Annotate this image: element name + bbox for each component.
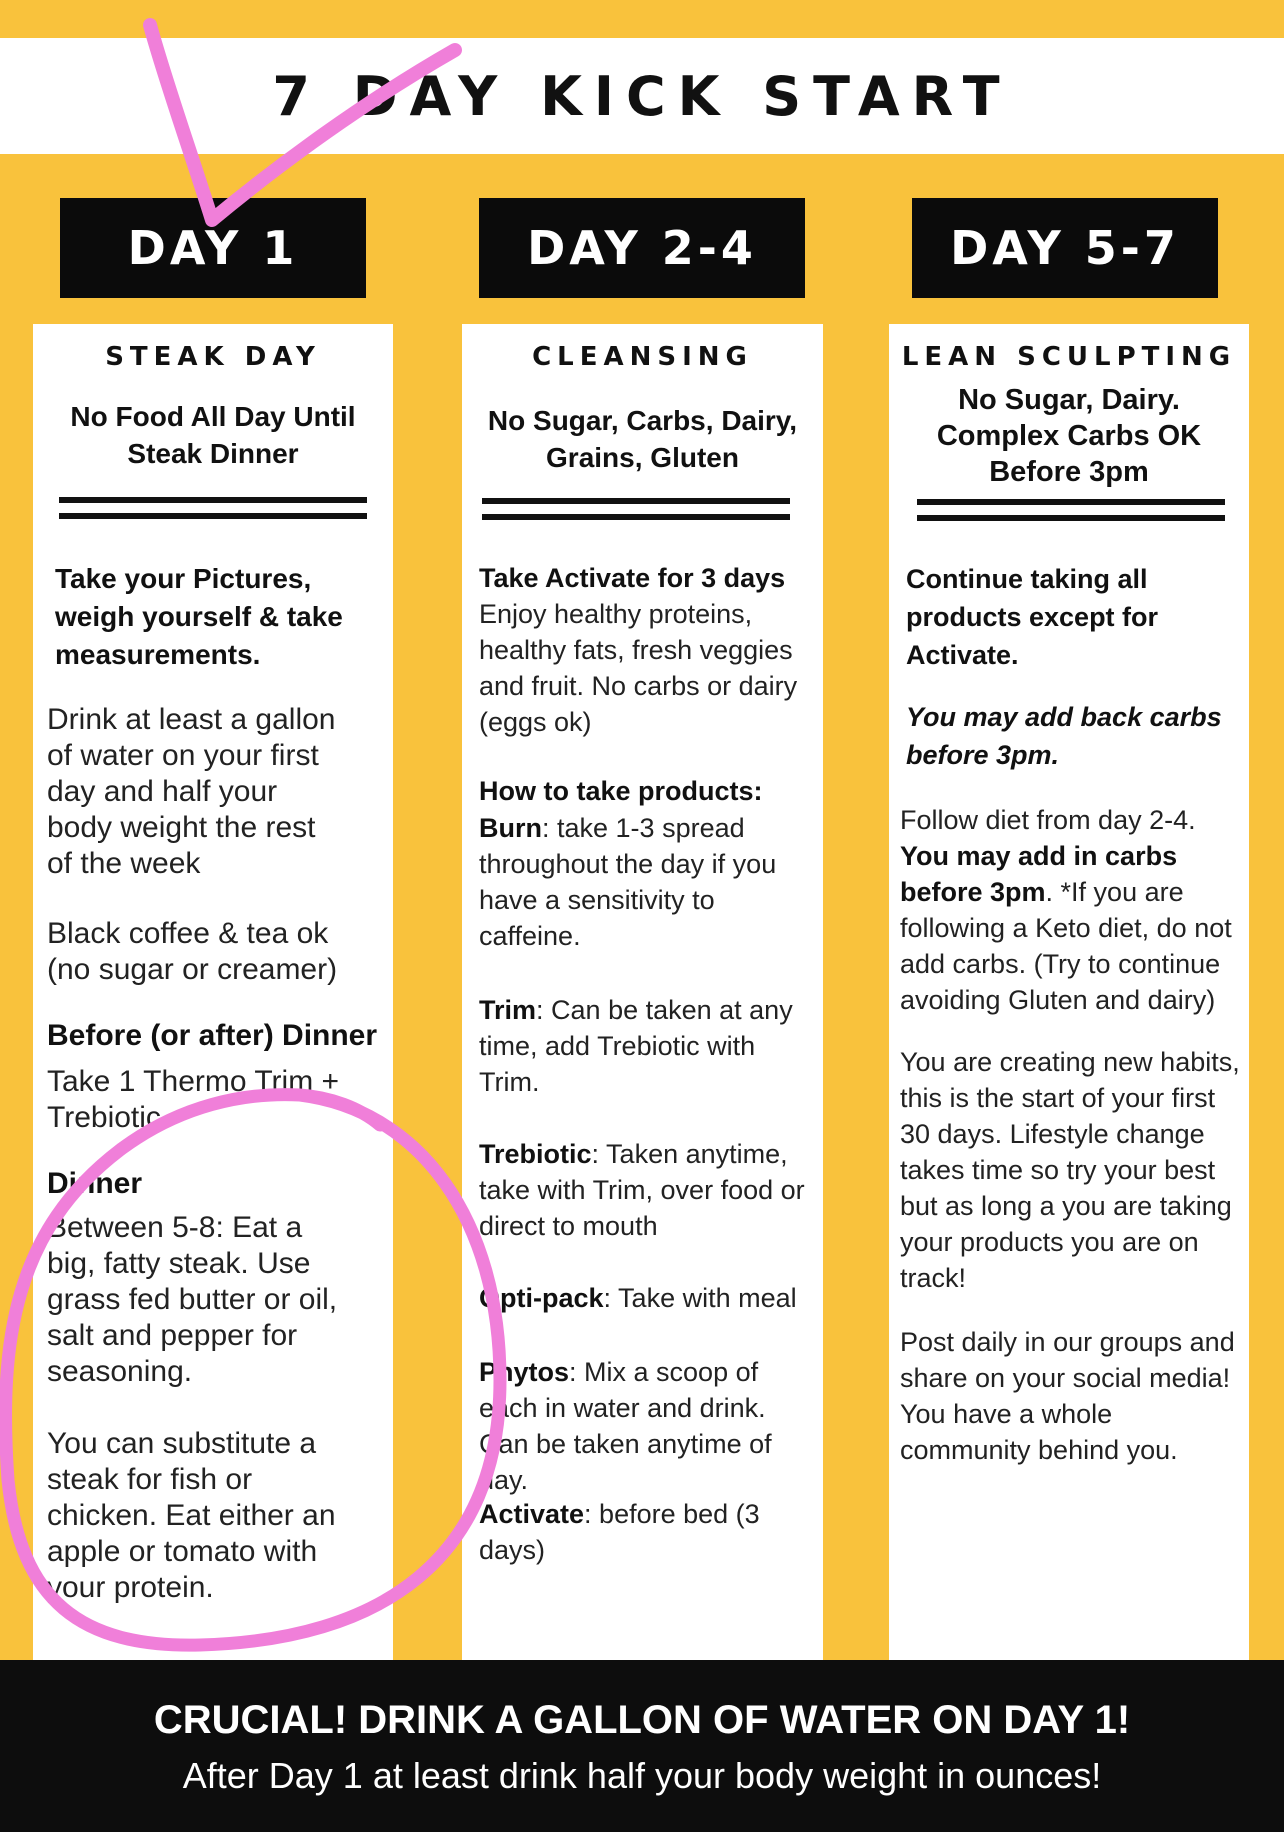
cleansing-activate-block xyxy=(479,560,814,740)
before-dinner-heading: Before (or after) Dinner xyxy=(47,1019,378,1052)
follow-text-a: Follow diet from day 2-4. xyxy=(900,805,1196,835)
substitute-text: You can substitute a steak for fish or chicken. Eat either an apple or tomato with your protein. xyxy=(47,1427,336,1604)
day-1-subheading xyxy=(33,398,393,472)
before-dinner-text: Take 1 Thermo Trim + Trebiotic xyxy=(47,1065,340,1134)
trebiotic-name: Trebiotic xyxy=(479,1139,592,1169)
activate-bed-item xyxy=(479,1496,814,1568)
day-5-7-subheading xyxy=(889,382,1249,490)
divider-rule xyxy=(59,513,367,519)
burn-name: Burn xyxy=(479,813,542,843)
follow-diet-text xyxy=(900,802,1240,1018)
day-5-7-label: DAY 5-7 xyxy=(912,198,1218,298)
how-to-block xyxy=(479,772,814,954)
day-1-sub-line1: No Food All Day Until xyxy=(70,401,356,432)
phytos-name: Phytos xyxy=(479,1357,570,1387)
optipack-text: : Take with meal xyxy=(603,1283,797,1313)
trim-item xyxy=(479,992,814,1100)
day-2-4-sub-line1: No Sugar, Carbs, Dairy, xyxy=(487,405,798,436)
dinner-text: Between 5-8: Eat a big, fatty steak. Use grass fed butter or oil, salt and pepper for seasoning. xyxy=(47,1211,338,1388)
post-text: Post daily in our groups and share on your social media! You have a whole community behind you. xyxy=(900,1327,1235,1465)
divider-rule xyxy=(482,514,790,520)
divider-rule xyxy=(917,515,1225,521)
trebiotic-item xyxy=(479,1136,814,1244)
day-1-heading: STEAK DAY xyxy=(105,342,321,372)
carbs-italic: You may add back carbs before 3pm. xyxy=(906,702,1222,770)
day-2-4-sub-line2: Grains, Gluten xyxy=(546,442,739,473)
day-5-7-column xyxy=(889,324,1249,1660)
activate-bed-text: : before bed (3 days) xyxy=(479,1499,760,1565)
habits-text: You are creating new habits, this is the start of your first 30 days. Lifestyle change takes time so try your best but as long a you are taking your products you are on track! xyxy=(900,1047,1240,1293)
trim-text: : Can be taken at any time, add Trebiotic with Trim. xyxy=(479,995,793,1097)
footer-line2: After Day 1 at least drink half your body weight in ounces! xyxy=(182,1755,1102,1796)
day-2-4-heading: CLEANSING xyxy=(532,342,753,372)
page-title: 7 DAY KICK START xyxy=(272,64,1012,128)
divider-rule xyxy=(482,498,790,504)
activate-heading: Take Activate for 3 days xyxy=(479,563,786,593)
day-2-4-subheading xyxy=(462,402,823,476)
day-1-coffee: Black coffee & tea ok (no sugar or creamer) xyxy=(47,917,338,986)
activate-text: Enjoy healthy proteins, healthy fats, fresh veggies and fruit. No carbs or dairy (eggs ok) xyxy=(479,599,798,737)
day-1-intro: Take your Pictures, weigh yourself & take measurements. xyxy=(55,563,343,670)
footer-banner xyxy=(0,1660,1284,1832)
how-heading: How to take products: xyxy=(479,776,763,806)
trebiotic-text: : Taken anytime, take with Trim, over food or direct to mouth xyxy=(479,1139,805,1241)
day-5-7-sub-line2: Complex Carbs OK xyxy=(936,420,1202,452)
activate-name: Activate xyxy=(479,1499,585,1529)
day-1-sub-line2: Steak Dinner xyxy=(127,438,299,469)
day-5-7-sub-line3: Before 3pm xyxy=(989,456,1149,488)
burn-text: : take 1-3 spread throughout the day if you have a sensitivity to caffeine. xyxy=(479,813,777,951)
day-1-label: DAY 1 xyxy=(60,198,366,298)
footer-line1: CRUCIAL! DRINK A GALLON OF WATER ON DAY 1! xyxy=(153,1698,1131,1742)
optipack-name: Opti-pack xyxy=(479,1283,604,1313)
continue-text: Continue taking all products except for Activate. xyxy=(906,564,1159,670)
day-5-7-sub-line1: No Sugar, Dairy. xyxy=(958,384,1180,416)
follow-text-b: . *If you are following a Keto diet, do not add carbs. (Try to continue avoiding Gluten and dairy) xyxy=(900,877,1232,1015)
follow-bold: You may add in carbs before 3pm xyxy=(900,841,1178,907)
dinner-heading: Dinner xyxy=(47,1167,143,1200)
title-band xyxy=(0,38,1284,154)
optipack-item xyxy=(479,1280,814,1316)
phytos-text: : Mix a scoop of each in water and drink. Can be taken anytime of day. xyxy=(479,1357,772,1495)
day-5-7-heading: LEAN SCULPTING xyxy=(901,342,1237,372)
trim-name: Trim xyxy=(479,995,537,1025)
day-2-4-label: DAY 2-4 xyxy=(479,198,805,298)
day-1-column xyxy=(33,324,393,1660)
phytos-item xyxy=(479,1354,814,1498)
divider-rule xyxy=(917,499,1225,505)
burn-item xyxy=(479,810,814,954)
divider-rule xyxy=(59,497,367,503)
day-1-water: Drink at least a gallon of water on your first day and half your body weight the rest of the week xyxy=(47,703,336,880)
day-2-4-column xyxy=(462,324,823,1660)
